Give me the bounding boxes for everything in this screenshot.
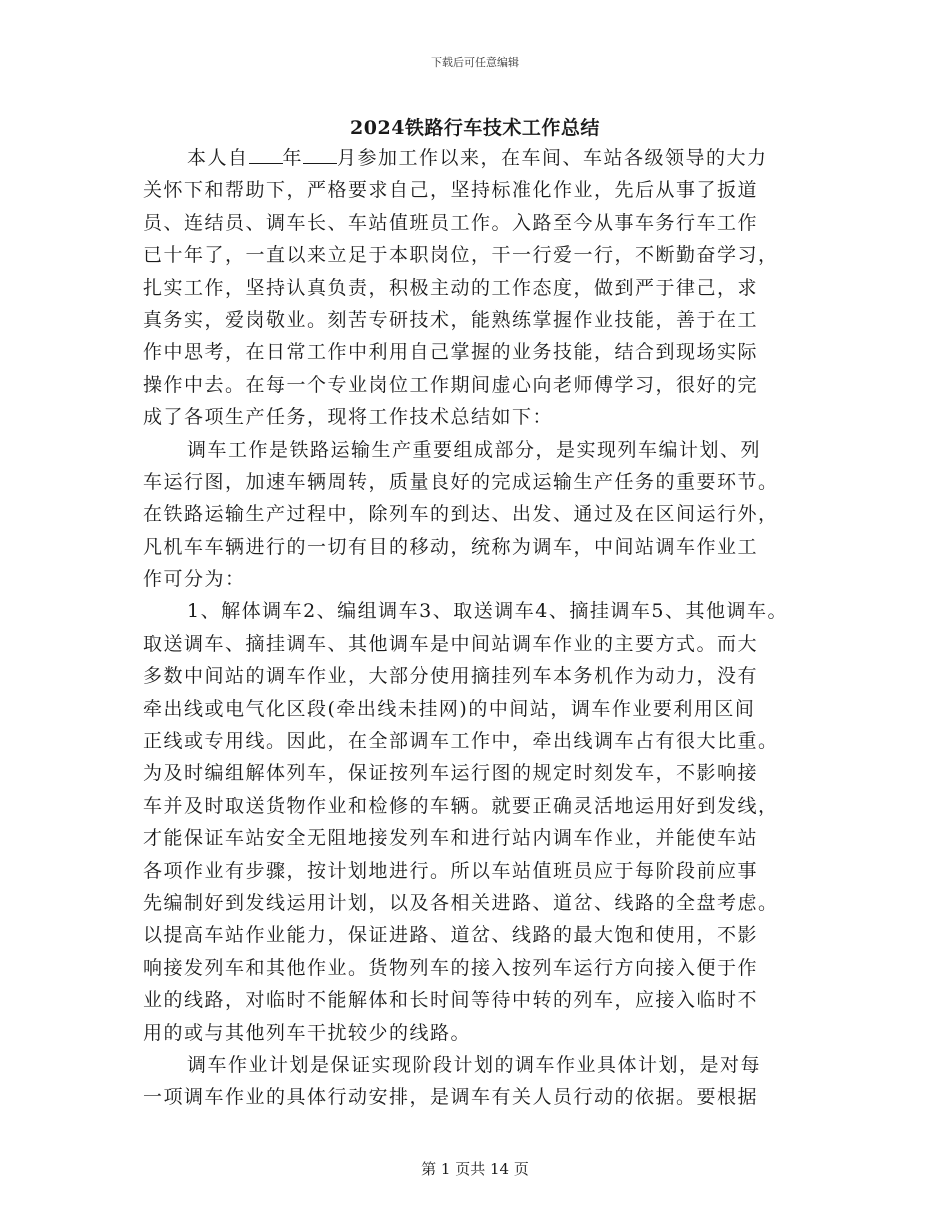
paragraph-line: 正线或专用线。因此，在全部调车工作中，牵出线调车占有很大比重。	[143, 730, 779, 753]
paragraph-line: 用的或与其他列车干扰较少的线路。	[143, 1021, 472, 1044]
paragraph-line: 已十年了，一直以来立足于本职岗位，干一行爱一行，不断勤奋学习，	[143, 244, 779, 267]
document-body	[143, 142, 811, 1114]
paragraph-line: 关怀下和帮助下，严格要求自己，坚持标准化作业，先后从事了扳道	[143, 179, 759, 202]
paragraph-line: 为及时编组解体列车，保证按列车运行图的规定时刻发车，不影响接	[143, 762, 759, 785]
paragraph-line: 员、连结员、调车长、车站值班员工作。入路至今从事车务行车工作	[143, 211, 759, 234]
paragraph-line	[143, 142, 811, 174]
paragraph-line: 真务实，爱岗敬业。刻苦专研技术，能熟练掌握作业技能，善于在工	[143, 308, 759, 331]
paragraph-line: 取送调车、摘挂调车、其他调车是中间站调车作业的主要方式。而大	[143, 632, 759, 655]
paragraph-line: 多数中间站的调车作业，大部分使用摘挂列车本务机作为动力，没有	[143, 665, 759, 688]
paragraph-line: 操作中去。在每一个专业岗位工作期间虚心向老师傅学习，很好的完	[143, 373, 759, 396]
paragraph-line: 各项作业有步骤，按计划地进行。所以车站值班员应于每阶段前应事	[143, 859, 759, 882]
page-header-note: 下载后可任意编辑	[431, 56, 519, 69]
paragraph-line: 才能保证车站安全无阻地接发列车和进行站内调车作业，并能使车站	[143, 827, 759, 850]
paragraph-line: 以提高车站作业能力，保证进路、道岔、线路的最大饱和使用，不影	[143, 924, 759, 947]
paragraph-line: 调车工作是铁路运输生产重要组成部分，是实现列车编计划、列	[187, 438, 762, 461]
paragraph-line: 车运行图，加速车辆周转，质量良好的完成运输生产任务的重要环节。	[143, 470, 779, 493]
document-title: 2024铁路行车技术工作总结	[350, 117, 600, 139]
blank-underline-month	[303, 143, 337, 164]
paragraph-line: 一项调车作业的具体行动安排，是调车有关人员行动的依据。要根据	[143, 1086, 759, 1109]
paragraph-line: 在铁路运输生产过程中，除列车的到达、出发、通过及在区间运行外，	[143, 503, 779, 526]
paragraph-line: 业的线路，对临时不能解体和长时间等待中转的列车，应接入临时不	[143, 989, 759, 1012]
paragraph-line: 扎实工作，坚持认真负责，积极主动的工作态度，做到严于律己，求	[143, 276, 759, 299]
text-segment: 本人自	[187, 147, 249, 169]
blank-underline-year	[249, 143, 283, 164]
paragraph-line: 调车作业计划是保证实现阶段计划的调车作业具体计划，是对每	[187, 1053, 762, 1076]
page-number-footer: 第 1 页共 14 页	[421, 1160, 529, 1178]
paragraph-line: 先编制好到发线运用计划，以及各相关进路、道岔、线路的全盘考虑。	[143, 891, 779, 914]
paragraph-line: 成了各项生产任务，现将工作技术总结如下：	[143, 406, 554, 429]
paragraph-line: 车并及时取送货物作业和检修的车辆。就要正确灵活地运用好到发线，	[143, 794, 779, 817]
paragraph-line: 凡机车车辆进行的一切有目的移动，统称为调车，中间站调车作业工	[143, 535, 759, 558]
text-segment: 月参加工作以来，在车间、车站各级领导的大力	[337, 147, 768, 169]
paragraph-line: 响接发列车和其他作业。货物列车的接入按列车运行方向接入便于作	[143, 956, 759, 979]
text-segment: 年	[282, 147, 304, 169]
paragraph-line: 1、解体调车2、编组调车3、取送调车4、摘挂调车5、其他调车。	[187, 600, 788, 623]
paragraph-line: 牵出线或电气化区段(牵出线未挂网)的中间站，调车作业要利用区间	[143, 697, 756, 720]
paragraph-line: 作可分为：	[143, 568, 246, 591]
paragraph-line: 作中思考，在日常工作中利用自己掌握的业务技能，结合到现场实际	[143, 341, 759, 364]
